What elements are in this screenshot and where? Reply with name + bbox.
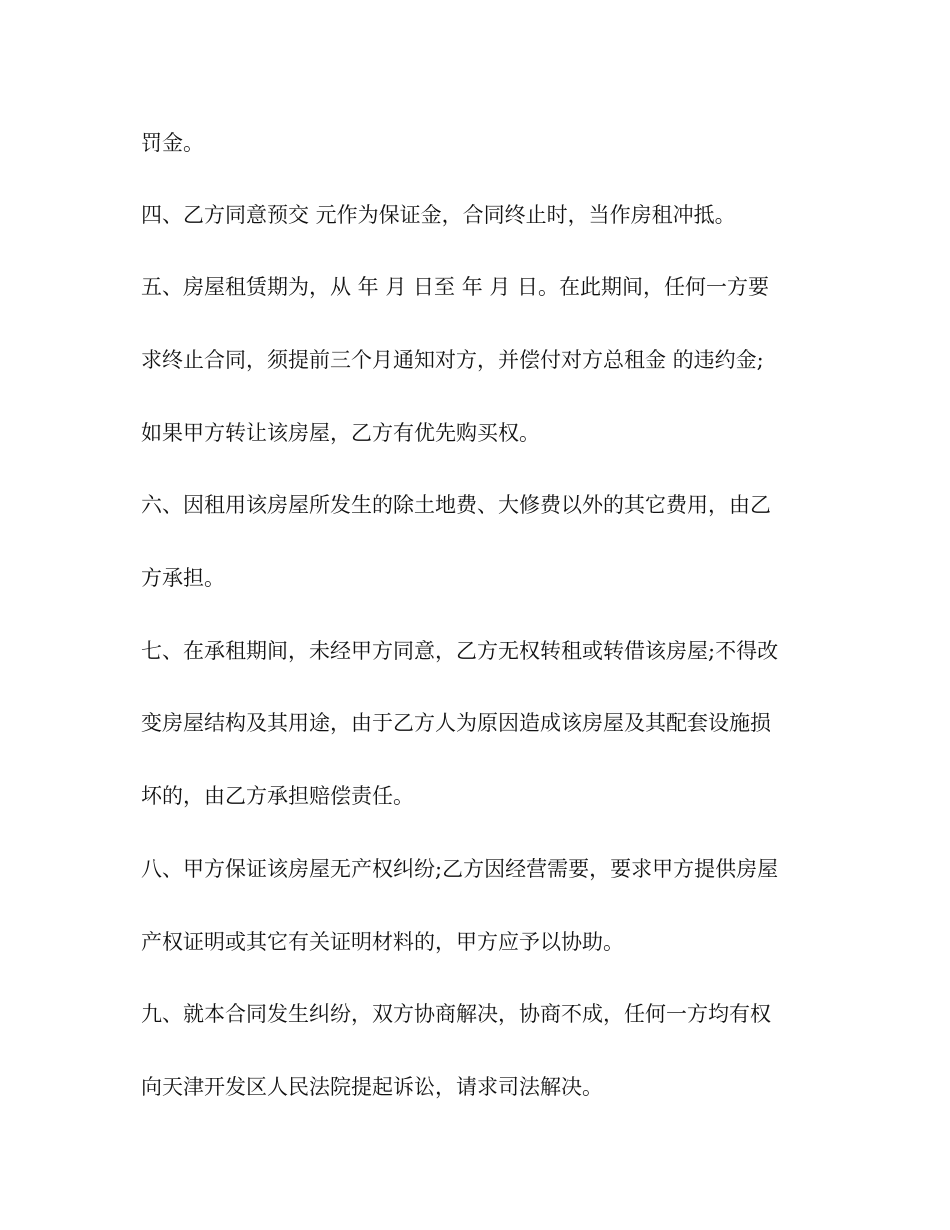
text-line: 四、乙方同意预交 元作为保证金，合同终止时，当作房租冲抵。 bbox=[141, 203, 736, 227]
text-line: 方承担。 bbox=[141, 566, 225, 590]
text-line: 罚金。 bbox=[141, 131, 204, 155]
text-line: 向天津开发区人民法院提起诉讼，请求司法解决。 bbox=[141, 1075, 603, 1099]
text-line: 七、在承租期间，未经甲方同意，乙方无权转租或转借该房屋;不得改 bbox=[141, 639, 779, 663]
text-line: 九、就本合同发生纠纷，双方协商解决，协商不成，任何一方均有权 bbox=[141, 1002, 771, 1026]
text-line: 六、因租用该房屋所发生的除土地费、大修费以外的其它费用，由乙 bbox=[141, 493, 771, 517]
text-line: 求终止合同，须提前三个月通知对方，并偿付对方总租金 的违约金; bbox=[141, 348, 764, 372]
text-line: 如果甲方转让该房屋，乙方有优先购买权。 bbox=[141, 421, 540, 445]
text-line: 坏的，由乙方承担赔偿责任。 bbox=[141, 784, 414, 808]
text-line: 产权证明或其它有关证明材料的，甲方应予以协助。 bbox=[141, 930, 624, 954]
text-line: 变房屋结构及其用途，由于乙方人为原因造成该房屋及其配套设施损 bbox=[141, 711, 771, 735]
text-line: 五、房屋租赁期为，从 年 月 日至 年 月 日。在此期间，任何一方要 bbox=[141, 275, 770, 299]
text-line: 八、甲方保证该房屋无产权纠纷;乙方因经营需要，要求甲方提供房屋 bbox=[141, 857, 779, 881]
